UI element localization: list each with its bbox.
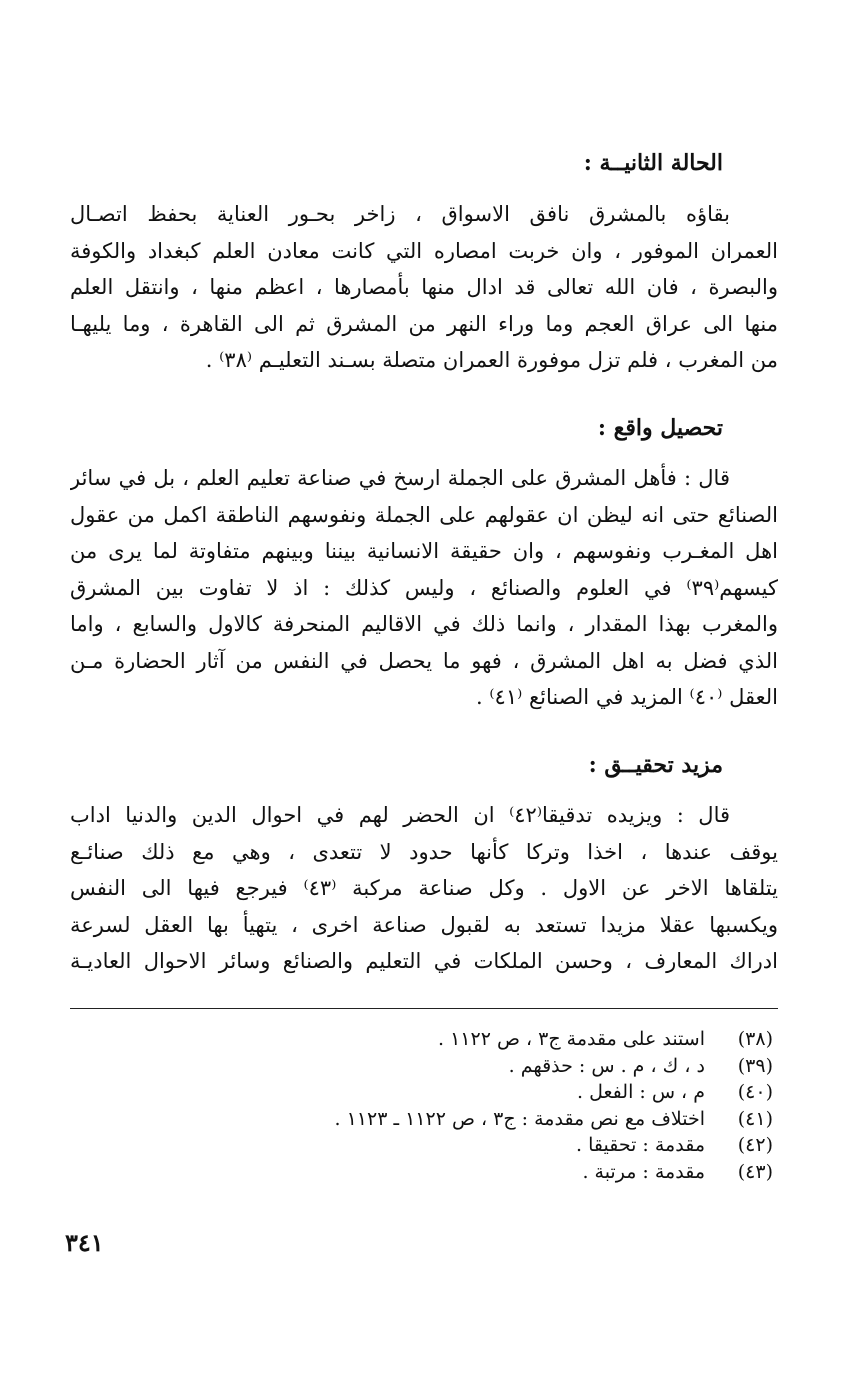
footnote-item: [133, 1026, 773, 1053]
footnote-number: (٤٣): [737, 1160, 773, 1183]
footnote-number: (٣٨): [737, 1028, 773, 1050]
paragraph-line: منها الى عراق العجم وما وراء النهر من المشرق ثم الى القاهرة ، وما يليهـا: [70, 311, 778, 336]
section-heading-1: الحالة الثانيــة :: [583, 150, 723, 176]
footnote-number: (٤٠): [737, 1081, 773, 1103]
paragraph-line: ويكسبها عقلا مزيدا تستعد به لقبول صناعة اخرى ، يتهيأ بها العقل لسرعة: [70, 912, 778, 937]
paragraph-line: كيسهم⁽٣٩⁾ في العلوم والصنائع ، وليس كذلك : اذ لا تفاوت بين المشرق: [70, 575, 778, 600]
footnotes: [133, 1026, 773, 1185]
footnote-item: [133, 1079, 773, 1106]
footnote-text: اختلاف مع نص مقدمة : ج٣ ، ص ١١٢٢ ـ ١١٢٣ .: [334, 1107, 705, 1130]
paragraph-line: العقل ⁽٤٠⁾ المزيد في الصنائع ⁽٤١⁾ .: [476, 685, 778, 709]
footnote-text: د ، ك ، م . س : حذقهم .: [508, 1054, 705, 1077]
footnote-number: (٤٢): [737, 1134, 773, 1156]
paragraph-1: [70, 196, 778, 379]
footnote-text: مقدمة : مرتبة .: [582, 1160, 705, 1183]
paragraph-line: ادراك المعارف ، وحسن الملكات في التعليم والصنائع وسائر الاحوال العاديـة: [70, 949, 778, 973]
footnote-item: [133, 1132, 773, 1159]
paragraph-line: بقاؤه بالمشرق نافق الاسواق ، زاخر بحـور العناية بحفظ اتصـال: [70, 202, 730, 226]
paragraph-line: قال : فأهل المشرق على الجملة ارسخ في صناعة تعليم العلم ، بل في سائر: [70, 466, 730, 490]
paragraph-line: والبصرة ، فان الله تعالى قد ادال منها بأمصارها ، اعظم منها ، وانتقل العلم: [70, 275, 778, 299]
page-number: ٣٤١: [65, 1228, 104, 1257]
paragraph-line: والمغرب بهذا المقدار ، وانما ذلك في الاقاليم المنحرفة كالاول والسابع ، واما: [70, 612, 778, 636]
section-heading-3: مزيد تحقيــق :: [588, 752, 723, 778]
footnote-number: (٤١): [737, 1107, 773, 1130]
paragraph-line: قال : ويزيده تدقيقا⁽٤٢⁾ ان الحضر لهم في احوال الدين والدنيا اداب: [70, 803, 731, 827]
footnote-text: استند على مقدمة ج٣ ، ص ١١٢٢ .: [438, 1028, 705, 1050]
paragraph-line: اهل المغـرب ونفوسهم ، وان حقيقة الانسانية بيننا وبينهم متفاوتة لما يرى من: [70, 539, 778, 563]
paragraph-3: [70, 797, 778, 980]
section-heading-2: تحصيل واقع :: [597, 415, 723, 441]
paragraph-line: العمران الموفور ، وان خربت امصاره التي كانت معادن العلم كبغداد والكوفة: [70, 238, 778, 263]
footnote-item: [133, 1053, 773, 1080]
paragraph-2: [70, 460, 778, 716]
paragraph-line: يتلقاها الاخر عن الاول . وكل صناعة مركبة ⁽٤٣⁾ فيرجع فيها الى النفس: [70, 876, 778, 900]
paragraph-line: الصنائع حتى انه ليظن ان عقولهم على الجملة ونفوسهم الناطقة اكمل من عقول: [70, 502, 778, 527]
paragraph-line: يوقف عندها ، اخذا وتركا كأنها حدود لا تتعدى ، وهي مع ذلك صنائـع: [70, 839, 778, 864]
footnote-item: [133, 1159, 773, 1186]
paragraph-line: الذي فضل به اهل المشرق ، فهو ما يحصل في النفس من آثار الحضارة مـن: [70, 648, 778, 673]
footnote-number: (٣٩): [737, 1054, 773, 1077]
paragraph-line: من المغرب ، فلم تزل موفورة العمران متصلة بسـند التعليـم ⁽٣٨⁾ .: [205, 348, 778, 372]
footnote-text: م ، س : الفعل .: [577, 1081, 705, 1103]
footnote-item: [133, 1106, 773, 1133]
footnote-separator: [70, 1008, 778, 1009]
footnote-text: مقدمة : تحقيقا .: [576, 1134, 705, 1156]
